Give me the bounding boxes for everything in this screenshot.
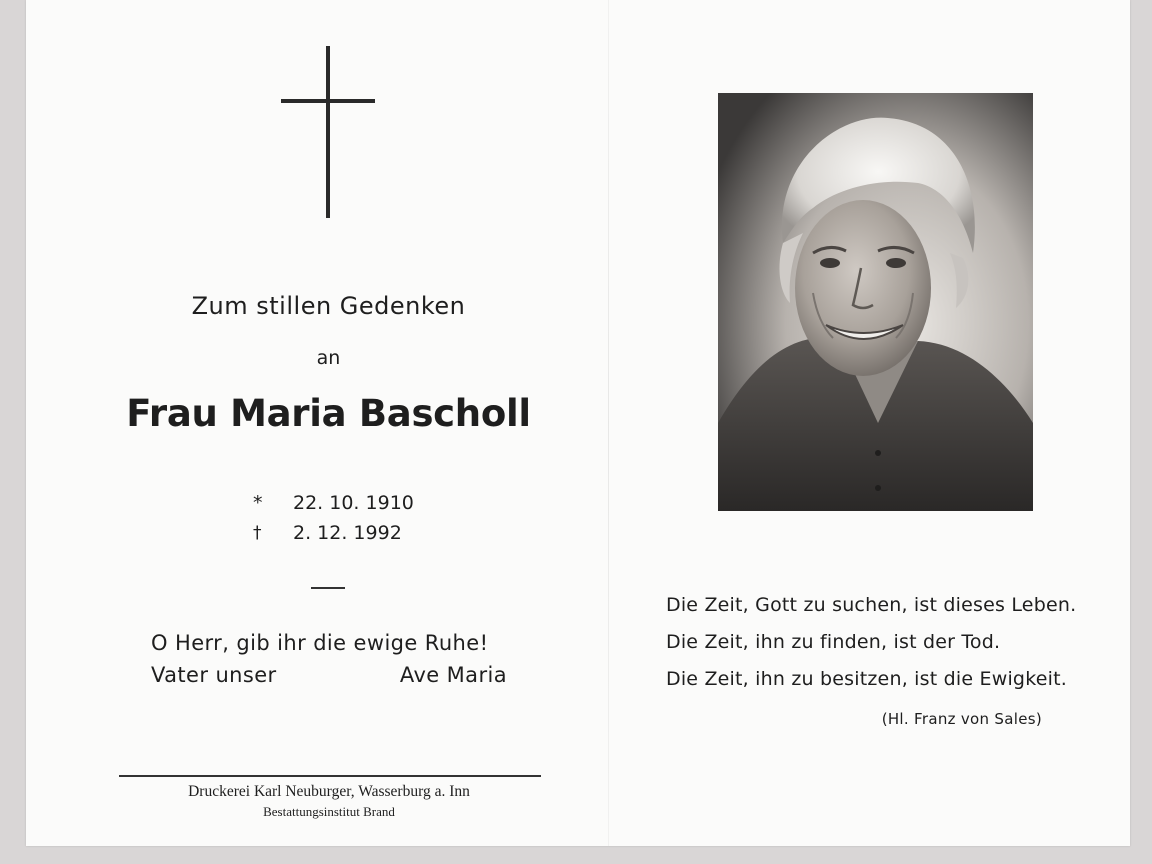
quote-source: (Hl. Franz von Sales): [881, 710, 1042, 728]
quote-block: [666, 587, 1076, 698]
prayer-line: O Herr, gib ihr die ewige Ruhe!: [151, 631, 489, 655]
portrait-photo: [718, 93, 1033, 511]
divider-dash: [311, 587, 345, 589]
prayer-vater-unser: Vater unser: [151, 663, 277, 687]
birth-row: [253, 488, 414, 518]
funeral-home: Bestattungsinstitut Brand: [263, 804, 395, 819]
memorial-an: an: [316, 347, 341, 369]
birth-date: 22. 10. 1910: [293, 492, 414, 514]
printer-info: [119, 782, 539, 822]
death-row: [253, 518, 414, 548]
birth-symbol: *: [253, 492, 263, 514]
cross-horizontal: [281, 99, 375, 103]
death-date: 2. 12. 1992: [293, 522, 402, 544]
deceased-name: Frau Maria Bascholl: [126, 392, 531, 435]
quote-line-2: Die Zeit, ihn zu finden, ist der Tod.: [666, 631, 1001, 653]
memorial-heading: Zum stillen Gedenken: [191, 292, 466, 320]
quote-line-1: Die Zeit, Gott zu suchen, ist dieses Leben.: [666, 594, 1077, 616]
life-dates: [253, 488, 414, 548]
printer-rule: [119, 775, 541, 777]
prayer-names: [151, 659, 507, 691]
quote-line-3: Die Zeit, ihn zu besitzen, ist die Ewigkeit.: [666, 668, 1067, 690]
prayer-ave-maria: Ave Maria: [399, 663, 507, 687]
memorial-card: [26, 0, 1130, 846]
death-symbol: †: [253, 523, 262, 543]
printer-name: Druckerei Karl Neuburger, Wasserburg a. Inn: [188, 783, 470, 800]
portrait-illustration: [718, 93, 1033, 511]
cross-vertical: [326, 46, 330, 218]
prayer-block: [151, 627, 507, 691]
